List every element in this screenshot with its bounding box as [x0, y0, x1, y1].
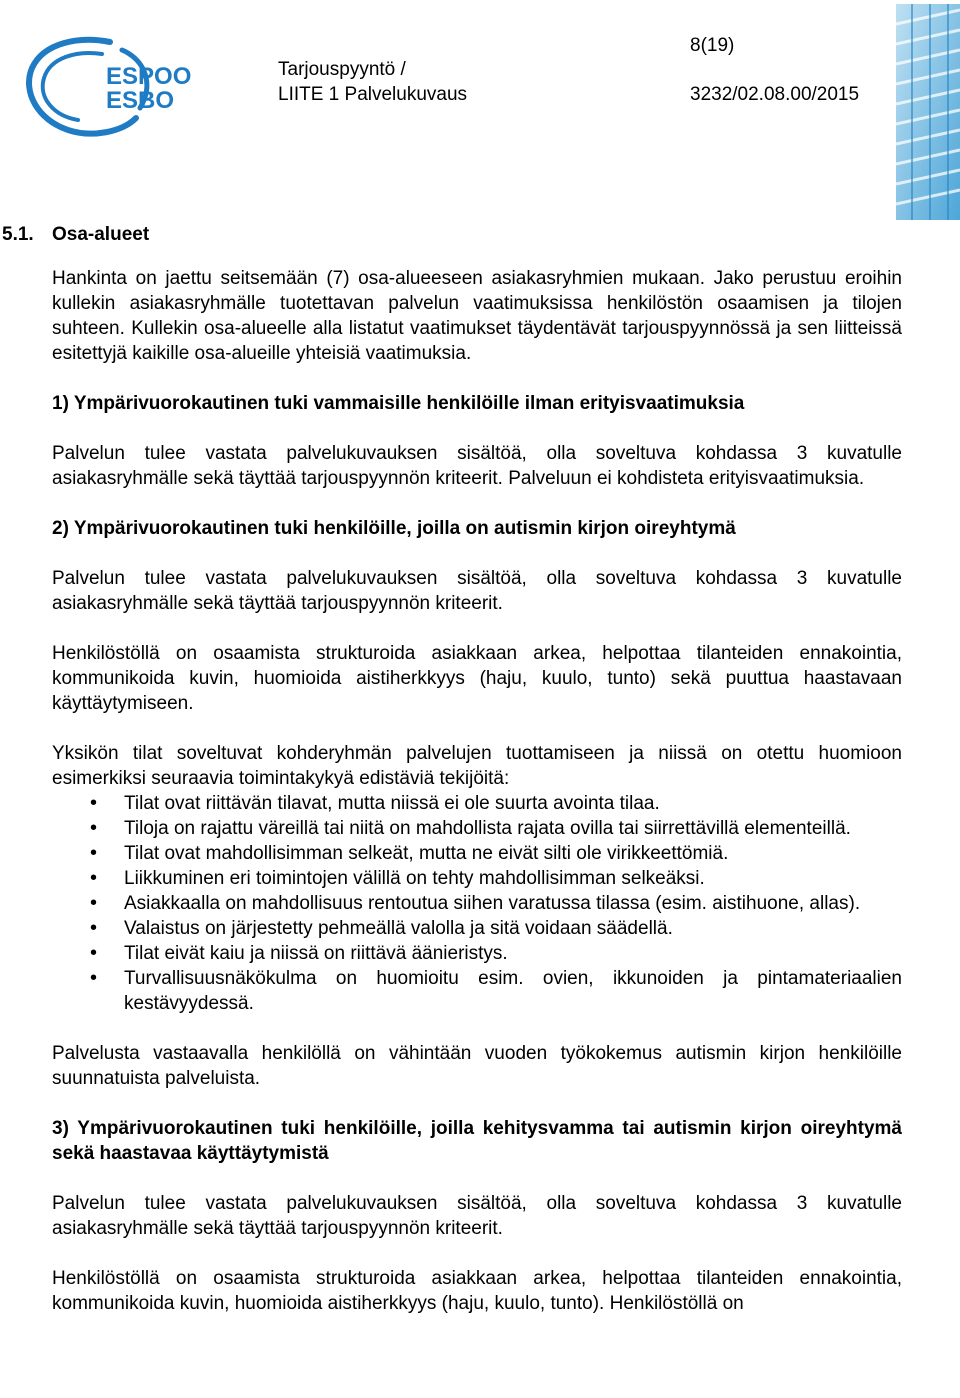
area-2-paragraph-4: Palvelusta vastaavalla henkilöllä on vähintään vuoden työkokemus autismin kirjon henkilöille suunnatuista palveluista. [52, 1043, 902, 1089]
area-2-paragraph-2: Henkilöstöllä on osaamista strukturoida asiakkaan arkea, helpottaa tilanteiden ennakointia, kommunikoida kuvin, huomioida aistiherkkyys (haju, kuulo, tunto) sekä puuttua haastavaan käyttäytymiseen. [52, 643, 902, 714]
area-2-paragraph-1: Palvelun tulee vastata palvelukuvauksen sisältöä, olla soveltuva kohdassa 3 kuvatulle asiakasryhmälle sekä täyttää tarjouspyynnön kriteerit. [52, 568, 902, 614]
area-1-heading: 1) Ympärivuorokautinen tuki vammaisille henkilöille ilman erityisvaatimuksia [52, 393, 745, 414]
list-item: • Tilat eivät kaiu ja niissä on riittävä äänieristys. [52, 941, 902, 966]
decorative-stripes-icon [896, 4, 960, 220]
area-1-paragraph: Palvelun tulee vastata palvelukuvauksen sisältöä, olla soveltuva kohdassa 3 kuvatulle asiakasryhmälle sekä täyttää tarjouspyynnön kriteerit. Palveluun ei kohdisteta erityisvaatimuksia. [52, 443, 902, 489]
espoo-logo-swirl-icon [18, 32, 208, 144]
section-title: Osa-alueet [52, 224, 150, 245]
logo-text-espoo: ESPOO [106, 63, 192, 90]
list-item: • Valaistus on järjestetty pehmeällä valolla ja sitä voidaan säädellä. [52, 916, 902, 941]
area-3-paragraph-1: Palvelun tulee vastata palvelukuvauksen sisältöä, olla soveltuva kohdassa 3 kuvatulle asiakasryhmälle sekä täyttää tarjouspyynnön kriteerit. [52, 1193, 902, 1239]
list-item: • Tilat ovat mahdollisimman selkeät, mutta ne eivät silti ole virikkeettömiä. [52, 841, 902, 866]
doc-title-line-2: LIITE 1 Palvelukuvaus [278, 84, 468, 105]
logo-text-esbo: ESBO [106, 87, 175, 114]
list-item: • Tilat ovat riittävän tilavat, mutta niissä ei ole suurta avointa tilaa. [52, 791, 902, 816]
page-number: 8(19) [690, 35, 735, 56]
list-item: • Liikkuminen eri toimintojen välillä on tehty mahdollisimman selkeäksi. [52, 866, 902, 891]
espoo-logo [18, 32, 208, 144]
list-item: • Tiloja on rajattu väreillä tai niitä on mahdollista rajata ovilla tai siirrettävillä elementeillä. [52, 816, 902, 841]
list-item: • Asiakkaalla on mahdollisuus rentoutua siihen varatussa tilassa (esim. aistihuone, allas). [52, 891, 902, 916]
section-heading [2, 222, 149, 247]
area-2-paragraph-3: Yksikön tilat soveltuvat kohderyhmän palvelujen tuottamiseen ja niissä on otettu huomioon esimerkiksi seuraavia toimintakykyä edistäviä tekijöitä: [52, 743, 902, 789]
section-number: 5.1. [2, 224, 34, 245]
area-3-paragraph-2: Henkilöstöllä on osaamista strukturoida asiakkaan arkea, helpottaa tilanteiden ennakointia, kommunikoida kuvin, huomioida aistiherkkyys (haju, kuulo, tunto). Henkilöstöllä on [52, 1268, 902, 1314]
doc-reference: 3232/02.08.00/2015 [690, 84, 860, 105]
requirements-list [52, 791, 902, 1016]
area-3-heading: 3) Ympärivuorokautinen tuki henkilöille, joilla kehitysvamma tai autismin kirjon oireyhtymä sekä haastavaa käyttäytymistä [52, 1118, 902, 1164]
area-2-heading: 2) Ympärivuorokautinen tuki henkilöille, joilla on autismin kirjon oireyhtymä [52, 518, 736, 539]
document-body [2, 218, 902, 1341]
intro-paragraph: Hankinta on jaettu seitsemään (7) osa-alueeseen asiakasryhmien mukaan. Jako perustuu eroihin kullekin asiakasryhmälle tuotettavan palvelun vaatimuksissa henkilöstön osaamisen ja tilojen suhteen. Kullekin osa-alueelle alla listatut vaatimukset täydentävät tarjouspyynnössä ja sen liitteissä esitettyjä kaikille osa-alueille yhteisiä vaatimuksia. [52, 268, 902, 364]
doc-title-line-1: Tarjouspyyntö / [278, 59, 406, 80]
list-item: • Turvallisuusnäkökulma on huomioitu esim. ovien, ikkunoiden ja pintamateriaalien kestävyydessä. [52, 966, 902, 1016]
